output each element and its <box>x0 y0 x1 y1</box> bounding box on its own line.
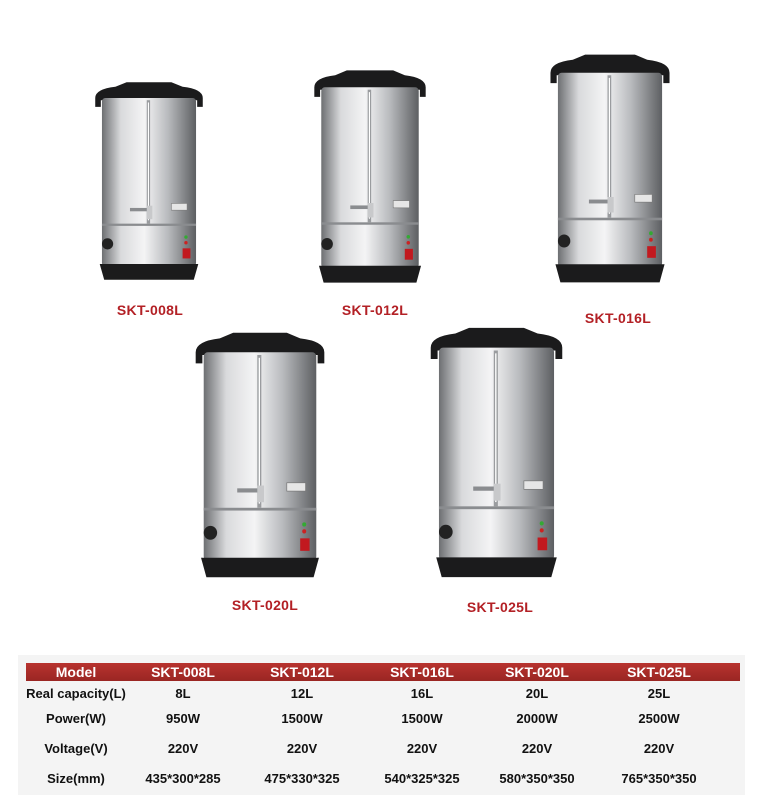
product-model-label: SKT-012L <box>341 302 409 318</box>
product-model-label: SKT-008L <box>116 302 184 318</box>
table-cell: 220V <box>167 741 199 756</box>
table-cell: 2000W <box>516 711 558 726</box>
table-row-label: Real capacity(L) <box>26 686 126 701</box>
table-header-cell: SKT-016L <box>390 664 454 680</box>
table-row-label: Power(W) <box>46 711 106 726</box>
water-boiler-image <box>312 68 428 285</box>
table-header-cell: SKT-012L <box>270 664 334 680</box>
table-cell: 20L <box>525 686 549 701</box>
table-cell: 220V <box>643 741 675 756</box>
table-header-cell: SKT-020L <box>505 664 569 680</box>
table-cell: 12L <box>290 686 314 701</box>
table-cell: 475*330*325 <box>264 771 340 786</box>
product-model-label: SKT-016L <box>584 310 652 326</box>
table-cell: 950W <box>166 711 200 726</box>
table-cell: 16L <box>410 686 434 701</box>
table-row-label: Size(mm) <box>47 771 105 786</box>
water-boiler-image <box>93 80 205 282</box>
product-model-label: SKT-020L <box>231 597 299 613</box>
table-cell: 1500W <box>281 711 323 726</box>
table-cell: 540*325*325 <box>384 771 460 786</box>
table-cell: 435*300*285 <box>145 771 221 786</box>
table-header-cell: Model <box>55 664 97 680</box>
table-row-label: Voltage(V) <box>44 741 108 756</box>
table-cell: 8L <box>175 686 191 701</box>
table-cell: 220V <box>521 741 553 756</box>
table-cell: 25L <box>647 686 671 701</box>
water-boiler-image <box>548 52 672 285</box>
table-cell: 1500W <box>401 711 443 726</box>
water-boiler-image <box>193 330 327 580</box>
table-cell: 580*350*350 <box>499 771 575 786</box>
table-header-cell: SKT-008L <box>151 664 215 680</box>
table-cell: 220V <box>286 741 318 756</box>
product-model-label: SKT-025L <box>466 599 534 615</box>
table-cell: 765*350*350 <box>621 771 697 786</box>
table-header-cell: SKT-025L <box>627 664 691 680</box>
water-boiler-image <box>428 325 565 580</box>
table-cell: 220V <box>406 741 438 756</box>
table-cell: 2500W <box>638 711 680 726</box>
